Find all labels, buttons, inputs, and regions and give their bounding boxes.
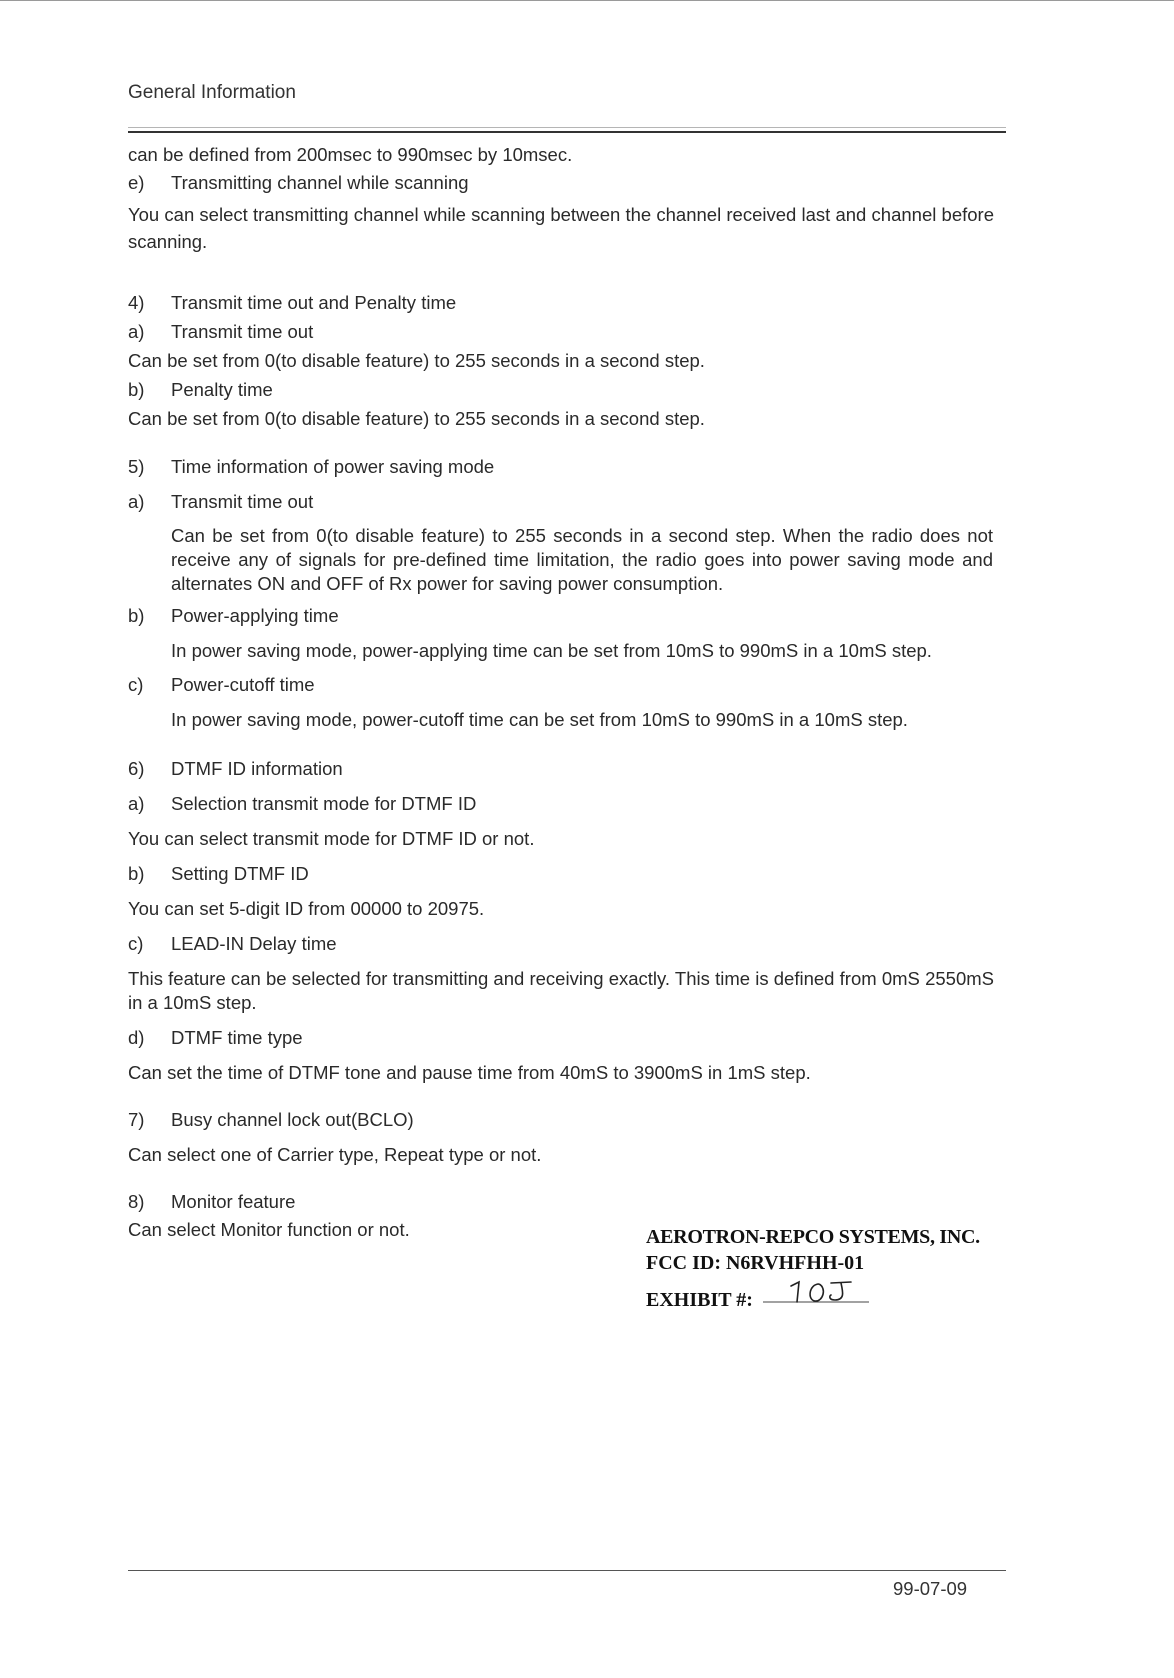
stamp-exhibit <box>646 1276 980 1313</box>
item-4b-body: Can be set from 0(to disable feature) to 255 seconds in a second step. <box>128 408 705 429</box>
item-5a-heading <box>128 490 313 514</box>
stamp-fcc-id: FCC ID: N6RVHFHH-01 <box>646 1252 865 1274</box>
stamp-exhibit-label: EXHIBIT #: <box>646 1289 753 1311</box>
item-5c-label: Power-cutoff time <box>171 674 315 695</box>
item-5b-label: Power-applying time <box>171 605 339 626</box>
item-4b-heading <box>128 378 273 402</box>
section-6-number: 6) <box>128 758 145 779</box>
item-6a-label: Selection transmit mode for DTMF ID <box>171 793 477 814</box>
item-5b-heading <box>128 604 339 628</box>
header-rule <box>128 127 1006 133</box>
section-4-number: 4) <box>128 292 145 313</box>
item-5b-number: b) <box>128 605 145 626</box>
item-6c-heading <box>128 932 337 956</box>
item-4a-label: Transmit time out <box>171 321 314 342</box>
item-6d-body: Can set the time of DTMF tone and pause time from 40mS to 3900mS in 1mS step. <box>128 1062 811 1083</box>
scan-edge <box>0 0 1174 1</box>
footer-date: 99-07-09 <box>893 1578 968 1599</box>
item-5a-label: Transmit time out <box>171 491 314 512</box>
item-4b-label: Penalty time <box>171 379 273 400</box>
section-8-heading <box>128 1190 295 1214</box>
fcc-stamp <box>646 1224 980 1313</box>
section-7-body: Can select one of Carrier type, Repeat type or not. <box>128 1144 542 1165</box>
item-e-number: e) <box>128 172 145 193</box>
section-8-body: Can select Monitor function or not. <box>128 1219 410 1240</box>
item-6c-number: c) <box>128 933 144 954</box>
section-6-heading <box>128 757 343 781</box>
section-4-label: Transmit time out and Penalty time <box>171 292 457 313</box>
item-e-label: Transmitting channel while scanning <box>171 172 469 193</box>
item-4a-body: Can be set from 0(to disable feature) to 255 seconds in a second step. <box>128 350 705 371</box>
item-6d-label: DTMF time type <box>171 1027 303 1048</box>
handwritten-exhibit-number <box>761 1276 871 1313</box>
item-6b-body: You can set 5-digit ID from 00000 to 20975. <box>128 898 485 919</box>
item-4a-number: a) <box>128 321 145 342</box>
item-4b-number: b) <box>128 379 145 400</box>
item-6c-body: This feature can be selected for transmitting and receiving exactly. This time is defined from 0mS 2550mS in a 10mS step. <box>128 968 994 1013</box>
section-6-label: DTMF ID information <box>171 758 343 779</box>
item-6b-heading <box>128 862 309 886</box>
section-8-number: 8) <box>128 1191 145 1212</box>
section-5-number: 5) <box>128 456 145 477</box>
item-e-body: You can select transmitting channel while scanning between the channel received last and channel before scanning. <box>128 204 994 252</box>
page-header-title: General Information <box>128 82 296 103</box>
section-5-heading <box>128 455 494 479</box>
footer-rule <box>128 1570 1006 1571</box>
section-8-label: Monitor feature <box>171 1191 296 1212</box>
item-6b-number: b) <box>128 863 145 884</box>
item-6a-heading <box>128 792 476 816</box>
item-5c-number: c) <box>128 674 144 695</box>
item-6a-body: You can select transmit mode for DTMF ID or not. <box>128 828 535 849</box>
item-6b-label: Setting DTMF ID <box>171 863 309 884</box>
item-5a-number: a) <box>128 491 145 512</box>
continuation-text: can be defined from 200msec to 990msec by 10msec. <box>128 144 573 165</box>
item-5b-body: In power saving mode, power-applying time can be set from 10mS to 990mS in a 10mS step. <box>171 640 932 661</box>
item-5a-body: Can be set from 0(to disable feature) to 255 seconds in a second step. When the radio does not receive any of signals for pre-defined time limitation, the radio goes into power saving mode and alternates ON and OFF of Rx power for saving power consumption. <box>171 525 993 594</box>
item-6a-number: a) <box>128 793 145 814</box>
item-6d-heading <box>128 1026 303 1050</box>
stamp-company: AEROTRON-REPCO SYSTEMS, INC. <box>646 1226 980 1248</box>
section-7-number: 7) <box>128 1109 145 1130</box>
item-e-heading <box>128 171 469 195</box>
section-4-heading <box>128 291 456 315</box>
section-7-label: Busy channel lock out(BCLO) <box>171 1109 414 1130</box>
item-5c-heading <box>128 673 315 697</box>
section-5-label: Time information of power saving mode <box>171 456 495 477</box>
item-6d-number: d) <box>128 1027 145 1048</box>
item-6c-label: LEAD-IN Delay time <box>171 933 337 954</box>
section-7-heading <box>128 1108 414 1132</box>
item-5c-body: In power saving mode, power-cutoff time can be set from 10mS to 990mS in a 10mS step. <box>171 709 908 730</box>
item-4a-heading <box>128 320 313 344</box>
